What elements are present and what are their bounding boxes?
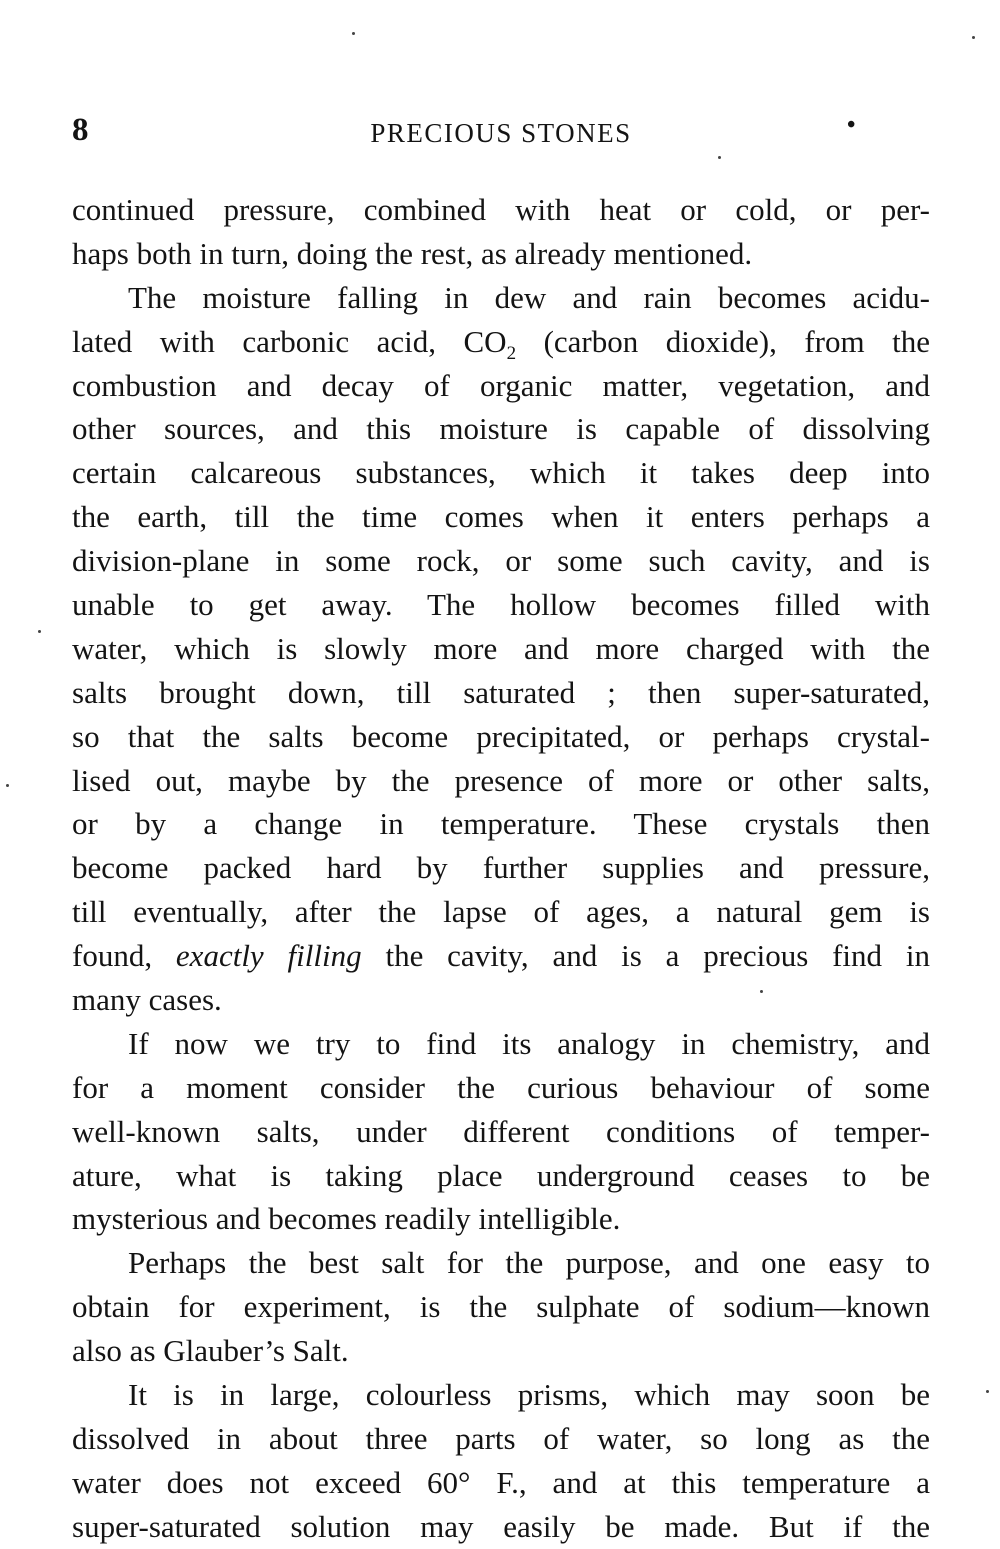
text-line: salts brought down, till saturated ; then super-saturated, xyxy=(72,674,930,710)
emphasis: exactly filling xyxy=(175,938,362,974)
text-line: many cases. xyxy=(72,982,222,1018)
print-speck xyxy=(986,1390,989,1393)
text-line: continued pressure, combined with heat or cold, or per- xyxy=(72,192,930,227)
text-line: obtain for experiment, is the sulphate of sodium—known xyxy=(72,1289,930,1325)
text-line: water, which is slowly more and more charged with the xyxy=(72,630,930,666)
text-segment: the cavity, and is a precious find in xyxy=(361,938,931,974)
print-speck xyxy=(718,156,721,159)
page-number: 8 xyxy=(72,112,89,148)
text-line: Perhaps the best salt for the purpose, and one easy to xyxy=(128,1245,930,1281)
running-title: PRECIOUS STONES xyxy=(370,118,632,148)
text-line: combustion and decay of organic matter, vegetation, and xyxy=(72,367,930,403)
text-line xyxy=(72,934,930,978)
text-line: other sources, and this moisture is capable of dissolving xyxy=(72,411,930,447)
text-line: water does not exceed 60° F., and at this temperature a xyxy=(72,1464,930,1500)
text-line: haps both in turn, doing the rest, as already mentioned. xyxy=(72,235,753,271)
text-line: for a moment consider the curious behaviour of some xyxy=(72,1069,930,1105)
text-line: ature, what is taking place underground ceases to be xyxy=(72,1157,930,1193)
print-speck xyxy=(38,630,41,633)
header-mark: • xyxy=(847,112,856,138)
text-line: The moisture falling in dew and rain becomes acidu- xyxy=(128,279,930,315)
text-line: mysterious and becomes readily intelligible. xyxy=(72,1201,621,1237)
print-speck xyxy=(972,36,975,39)
text-line: well-known salts, under different conditions of temper- xyxy=(72,1113,930,1149)
text-line: dissolved in about three parts of water, so long as the xyxy=(72,1420,930,1456)
text-line xyxy=(72,320,930,364)
text-line: become packed hard by further supplies and pressure, xyxy=(72,850,930,886)
subscript: 2 xyxy=(506,342,517,364)
text-line: also as Glauber’s Salt. xyxy=(72,1333,349,1369)
text-line: till eventually, after the lapse of ages, a natural gem is xyxy=(72,894,930,930)
text-segment: (carbon dioxide), from the xyxy=(516,323,930,359)
text-line: unable to get away. The hollow becomes filled with xyxy=(72,587,930,623)
print-speck xyxy=(760,990,763,993)
text-line: certain calcareous substances, which it takes deep into xyxy=(72,455,930,491)
print-speck xyxy=(352,32,355,35)
body-text xyxy=(72,188,930,1549)
text-line: the earth, till the time comes when it enters perhaps a xyxy=(72,499,930,535)
text-line: It is in large, colourless prisms, which may soon be xyxy=(128,1377,930,1413)
text-segment: found, xyxy=(72,938,176,974)
text-line: or by a change in temperature. These crystals then xyxy=(72,806,930,842)
text-line: super-saturated solution may easily be made. But if the xyxy=(72,1508,930,1544)
text-line: If now we try to find its analogy in chemistry, and xyxy=(128,1025,930,1061)
text-line: so that the salts become precipitated, or perhaps crystal- xyxy=(72,718,930,754)
text-line: division-plane in some rock, or some such cavity, and is xyxy=(72,543,930,579)
print-speck xyxy=(6,784,9,787)
text-segment: lated with carbonic acid, CO xyxy=(72,323,507,359)
page-header xyxy=(72,112,930,156)
text-line: lised out, maybe by the presence of more or other salts, xyxy=(72,762,930,798)
